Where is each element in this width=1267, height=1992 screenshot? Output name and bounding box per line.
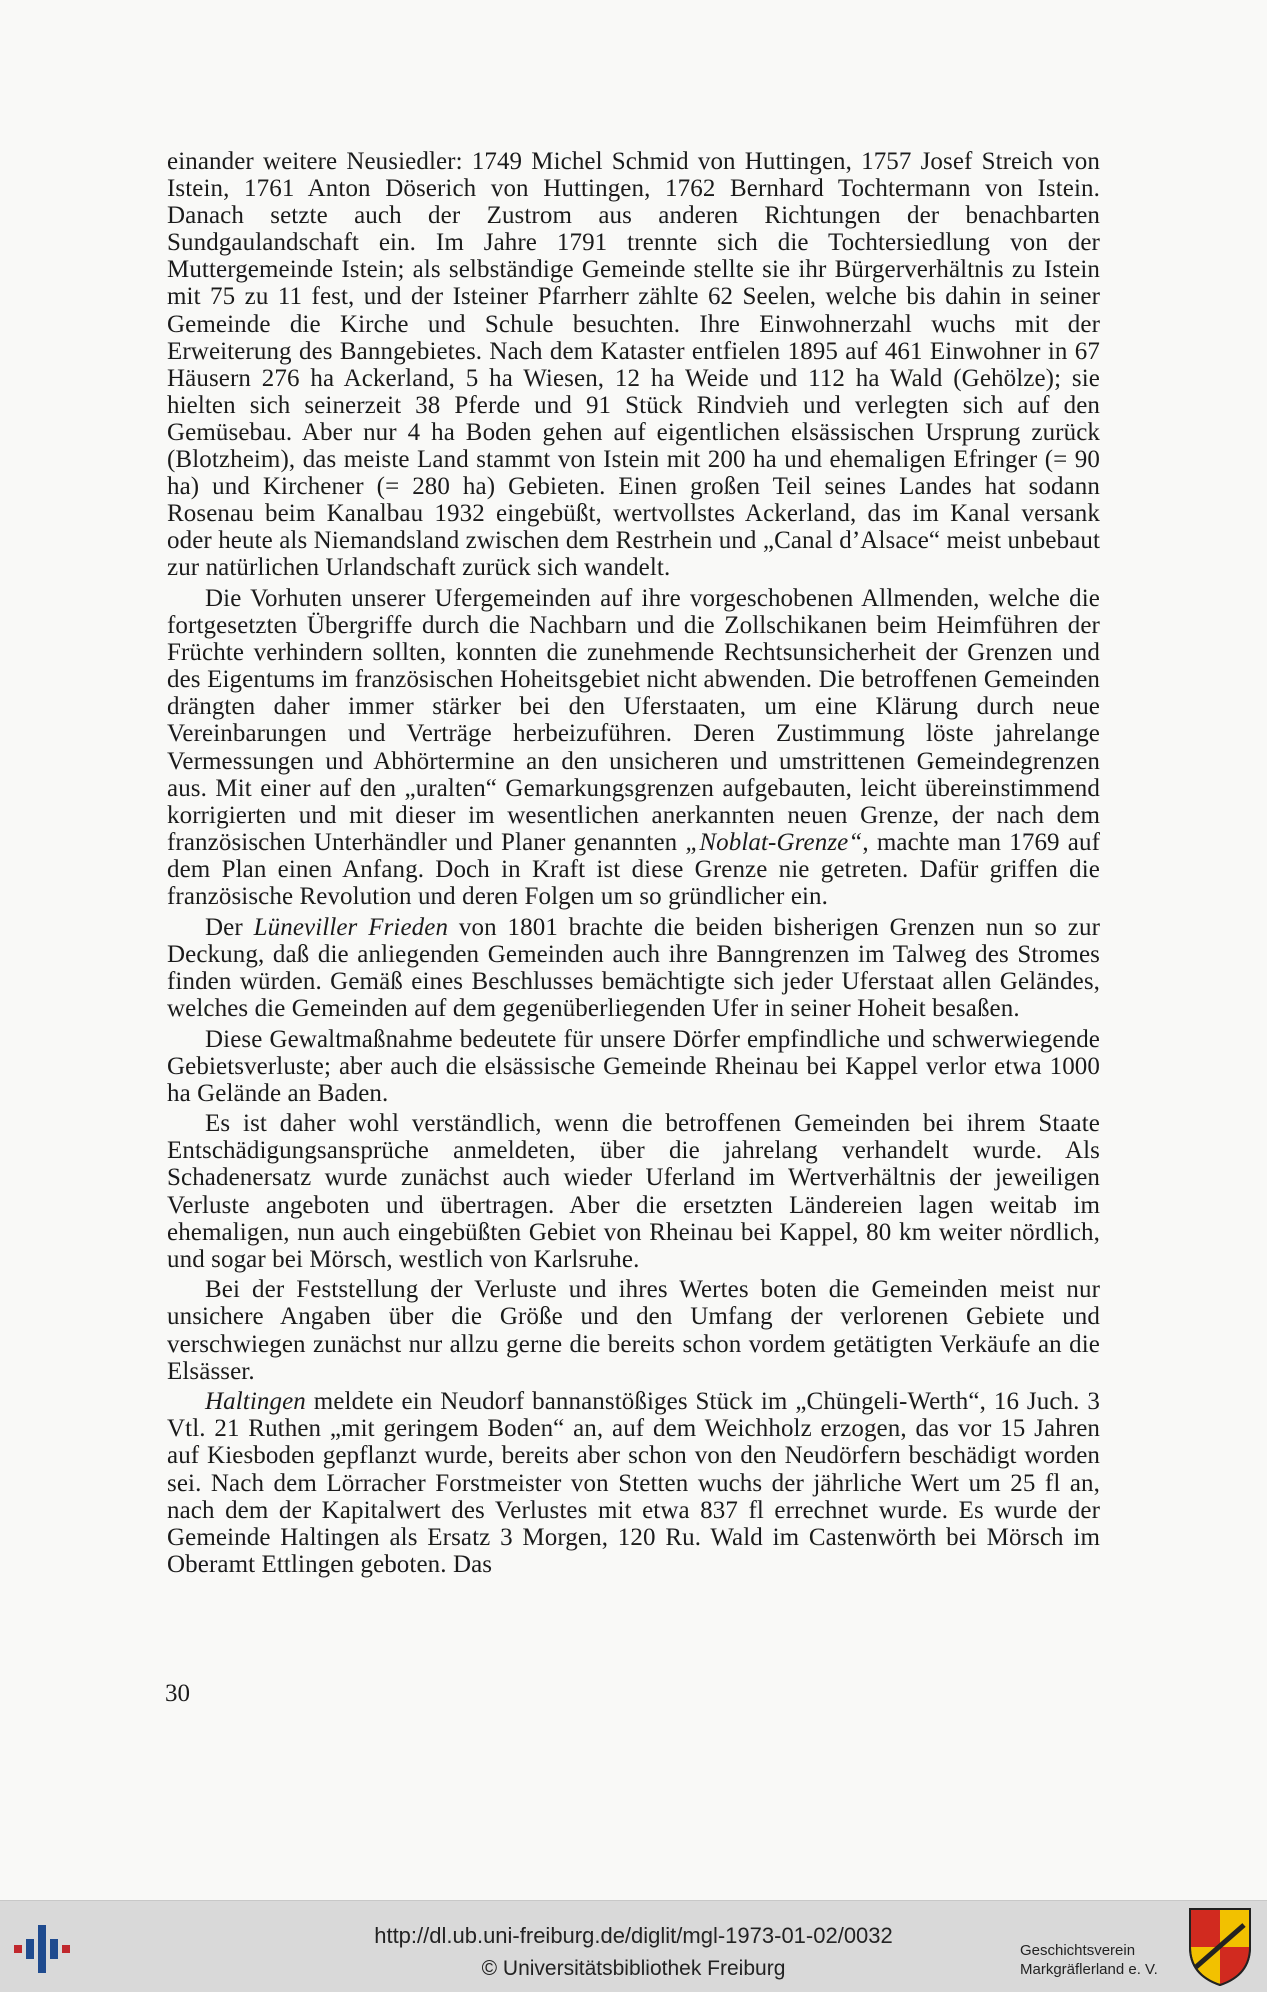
paragraph-4: Diese Gewaltmaßnahme bedeutete für unsere Dörfer empfindliche und schwerwiegende Gebietsverluste; aber auch die elsässische Gemeinde Rheinau bei Kappel verlor etwa 1000 ha Gelände an Baden. <box>167 1025 1100 1107</box>
paragraph-6: Bei der Feststellung der Verluste und ihres Wertes boten die Gemeinden meist nur unsichere Angaben über die Größe und den Umfang der verlorenen Gebiete und verschwiegen zunächst nur allzu gerne die bereits schon vordem getätigten Verkäufe an die Elsässer. <box>167 1276 1100 1385</box>
noblat-grenze-term: „Noblat-Grenze“ <box>685 828 863 856</box>
haltingen-term: Haltingen <box>205 1388 306 1416</box>
society-name <box>1020 1941 1180 1979</box>
luneviller-frieden-term: Lüneviller Frieden <box>253 913 449 941</box>
page-number: 30 <box>165 1680 190 1707</box>
paragraph-2: Die Vorhuten unserer Ufergemeinden auf ihre vorgeschobenen Allmenden, welche die fortgesetzten Übergriffe durch die Nachbarn und die Zollschikanen beim Heimführen der Früchte verhindern sollten, konnten die zunehmende Rechtsunsicherheit der Grenzen und des Eigentums im französischen Hoheitsgebiet nicht abwenden. Die betroffenen Gemeinden drängten daher immer stärker bei den Uferstaaten, um eine Klärung durch neue Vereinbarungen und Verträge herbeizuführen. Deren Zustimmung löste jahrelange Vermessungen und Abhörtermine an den unsicheren und umstrittenen Gemeindegrenzen aus. Mit einer auf den „uralten“ Gemarkungsgrenzen aufgebauten, leicht übereinstimmend korrigierten und mit dieser im wesentlichen anerkannten neuen Grenze, der nach dem französischen Unterhändler und Planer genannten „Noblat-Grenze“, machte man 1769 auf dem Plan einen Anfang. Doch in Kraft ist diese Grenze nie getreten. Dafür griffen die französische Revolution und deren Folgen um so gründlicher ein. <box>167 585 1100 911</box>
coat-of-arms-icon <box>1188 1907 1252 1987</box>
paragraph-5: Es ist daher wohl verständlich, wenn die betroffenen Gemeinden bei ihrem Staate Entschädigungsansprüche anmeldeten, über die jahrelang verhandelt wurde. Als Schadenersatz wurde zunächst auch wieder Uferland im Wertverhältnis der jeweiligen Verluste angeboten und übertragen. Aber die ersetzten Ländereien lagen weitab im ehemaligen, nun auch eingebüßten Gebiet von Rheinau bei Kappel, 80 km weiter nördlich, und sogar bei Mörsch, westlich von Karlsruhe. <box>167 1110 1100 1273</box>
footer-copyright: © Universitätsbibliothek Freiburg <box>481 1957 786 1980</box>
paragraph-3: Der Lüneviller Frieden von 1801 brachte die beiden bisherigen Grenzen nun so zur Deckung, daß die anliegenden Gemeinden auch ihre Banngrenzen im Talweg des Stromes finden würden. Gemäß eines Beschlusses bemächtigte sich jeder Uferstaat allen Geländes, welches die Gemeinden auf dem gegenüberliegenden Ufer in seiner Hoheit besaßen. <box>167 913 1100 1022</box>
society-line-2: Markgräflerland e. V. <box>1020 1961 1158 1978</box>
society-line-1: Geschichtsverein <box>1020 1942 1136 1959</box>
body-text <box>167 148 1100 1581</box>
footer-url-link[interactable]: http://dl.ub.uni-freiburg.de/diglit/mgl-1973-01-02/0032 <box>374 1923 893 1948</box>
paragraph-7: Haltingen meldete ein Neudorf bannanstößiges Stück im „Chüngeli-Werth“, 16 Juch. 3 Vtl. 21 Ruthen „mit geringem Boden“ an, auf dem Weichholz erzogen, das vor 15 Jahren auf Kiesboden gepflanzt wurde, bereits aber schon von den Neudörfern beschädigt worden sei. Nach dem Lörracher Forstmeister von Stetten wuchs der jährliche Wert um 25 fl an, nach dem der Kapitalwert des Verlustes mit etwa 837 fl errechnet wurde. Es wurde der Gemeinde Haltingen als Ersatz 3 Morgen, 120 Ru. Wald im Castenwörth bei Mörsch im Oberamt Ettlingen geboten. Das <box>167 1388 1100 1578</box>
paragraph-1: einander weitere Neusiedler: 1749 Michel Schmid von Huttingen, 1757 Josef Streich von Istein, 1761 Anton Döserich von Huttingen, 1762 Bernhard Tochtermann von Istein. Danach setzte auch der Zustrom aus anderen Richtungen der benachbarten Sundgaulandschaft ein. Im Jahre 1791 trennte sich die Tochtersiedlung von der Muttergemeinde Istein; als selbständige Gemeinde stellte sie ihr Bürgerverhältnis zu Istein mit 75 zu 11 fest, und der Isteiner Pfarrherr zählte 62 Seelen, welche bis dahin in seiner Gemeinde die Kirche und Schule besuchten. Ihre Einwohnerzahl wuchs mit der Erweiterung des Banngebietes. Nach dem Kataster entfielen 1895 auf 461 Einwohner in 67 Häusern 276 ha Ackerland, 5 ha Wiesen, 12 ha Weide und 112 ha Wald (Gehölze); sie hielten sich seinerzeit 38 Pferde und 91 Stück Rindvieh und verlegten sich auf den Gemüsebau. Aber nur 4 ha Boden gehen auf eigentlichen elsässischen Ursprung zurück (Blotzheim), das meiste Land stammt von Istein mit 200 ha und ehemaligen Efringer (= 90 ha) und Kirchener (= 280 ha) Gebieten. Einen großen Teil seines Landes hat sodann Rosenau beim Kanalbau 1932 eingebüßt, wertvollstes Ackerland, das im Kanal versank oder heute als Niemandsland zwischen dem Restrhein und „Canal d’Alsace“ meist unbebaut zur natürlichen Urlandschaft zurück sich wandelt. <box>167 148 1100 582</box>
footer-bar <box>0 1900 1267 1992</box>
